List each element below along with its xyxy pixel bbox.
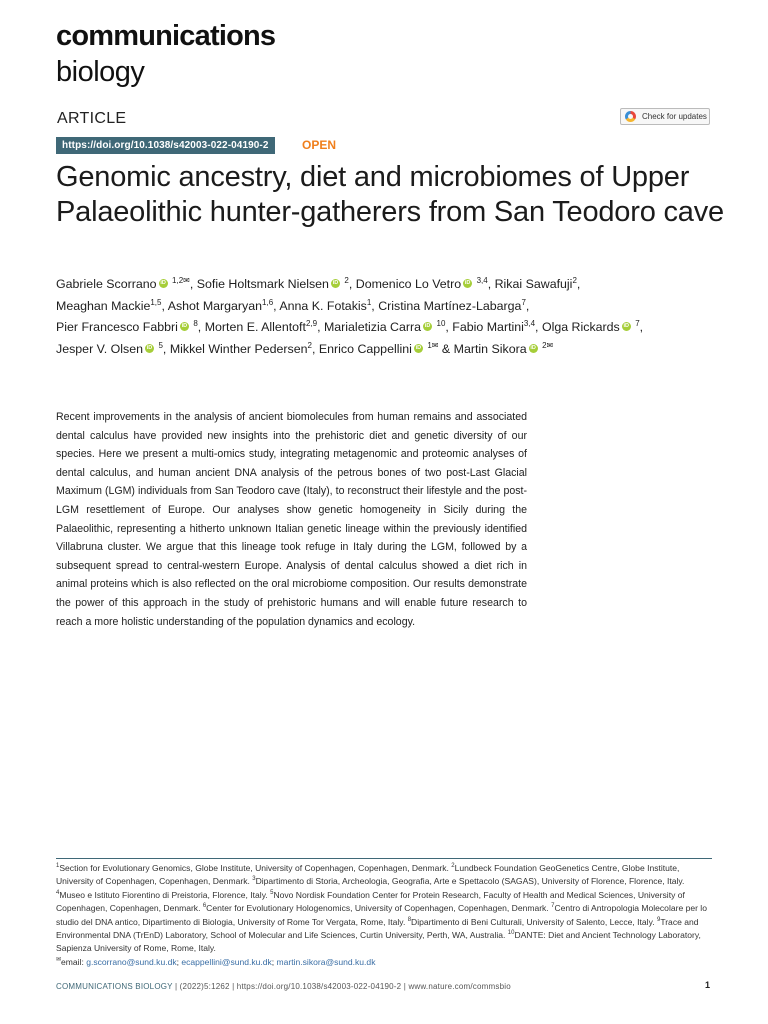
author-name: Ashot Margaryan bbox=[167, 298, 263, 313]
author bbox=[56, 299, 168, 313]
author bbox=[452, 320, 542, 334]
email-separator: ; bbox=[176, 956, 182, 967]
author-separator: , bbox=[487, 277, 495, 291]
orcid-icon[interactable]: iD bbox=[332, 280, 339, 287]
affiliation-number: 3 bbox=[252, 876, 256, 883]
author bbox=[495, 277, 581, 291]
footer-journal: COMMUNICATIONS BIOLOGY bbox=[56, 982, 173, 991]
author-separator: , bbox=[525, 298, 530, 313]
author-list bbox=[56, 274, 736, 360]
author-separator: , bbox=[162, 341, 170, 356]
author-affiliation-sup: 8 bbox=[193, 318, 198, 328]
affiliation-text: Section for Evolutionary Genomics, Globe Institute, University of Copenhagen, Copenhagen, Denmark. bbox=[59, 863, 452, 873]
author-separator: , bbox=[317, 320, 324, 334]
author-affiliation-sup: 3,4 bbox=[523, 318, 536, 328]
author-name: Enrico Cappellini bbox=[318, 341, 412, 356]
email-link[interactable]: martin.sikora@sund.ku.dk bbox=[276, 956, 376, 967]
check-for-updates-label: Check for updates bbox=[642, 112, 707, 121]
author bbox=[356, 277, 495, 291]
email-separator: ; bbox=[271, 956, 277, 967]
affiliation-text: Trace and Environmental DNA (TrEnD) Laboratory, School of Molecular and Life Sciences, Curtin University, Perth, WA, Australia. bbox=[56, 916, 699, 941]
author bbox=[454, 342, 554, 356]
author-separator: , bbox=[445, 320, 453, 334]
open-access-label: OPEN bbox=[302, 138, 337, 152]
orcid-icon[interactable]: iD bbox=[530, 344, 536, 351]
author-name: Rikai Sawafuji bbox=[494, 277, 573, 291]
doi-link[interactable]: https://doi.org/10.1038/s42003-022-04190-2 bbox=[56, 137, 275, 154]
affiliation-text: DANTE: Diet and Ancient Technology Laboratory, Sapienza University of Rome, Rome, Italy. bbox=[56, 930, 701, 954]
author-separator: , bbox=[639, 320, 644, 334]
author-separator: , bbox=[371, 298, 379, 313]
affiliation-text: Centro di Antropologia Molecolare per lo studio del DNA antico, Dipartimento di Biologia, University of Rome Tor Vergata, Rome, Italy. bbox=[56, 903, 707, 927]
author-separator: , bbox=[348, 277, 356, 291]
affiliation-number: 7 bbox=[551, 903, 555, 910]
affiliation-text: Dipartimento di Beni Culturali, University of Salento, Lecce, Italy. bbox=[411, 916, 657, 927]
affiliation-number: 9 bbox=[656, 916, 661, 923]
author-separator: , bbox=[161, 298, 168, 313]
author-name: Cristina Martínez-Labarga bbox=[378, 298, 522, 313]
author-name: Mikkel Winther Pedersen bbox=[169, 341, 308, 356]
author-separator: , bbox=[197, 320, 205, 334]
author-separator: , bbox=[273, 298, 280, 313]
author bbox=[279, 299, 378, 313]
author-affiliation-sup: 1,2✉ bbox=[172, 275, 190, 285]
author-affiliation-sup: 2,9 bbox=[305, 318, 318, 328]
author-separator: , bbox=[535, 320, 542, 334]
author-affiliation-sup: 1,5 bbox=[150, 297, 162, 307]
affiliation-number: 6 bbox=[202, 903, 207, 910]
author bbox=[542, 320, 643, 334]
email-link[interactable]: g.scorrano@sund.ku.dk bbox=[86, 956, 177, 967]
author-affiliation-sup: 2 bbox=[307, 340, 312, 350]
email-link[interactable]: ecappellini@sund.ku.dk bbox=[181, 956, 272, 967]
orcid-icon[interactable]: iD bbox=[424, 323, 431, 330]
author bbox=[324, 320, 452, 334]
author-name: Martin Sikora bbox=[453, 341, 527, 356]
author-affiliation-sup: 3,4 bbox=[476, 275, 488, 285]
affiliation-number: 1 bbox=[56, 863, 60, 870]
author-affiliation-sup: 5 bbox=[158, 340, 163, 350]
affiliation-number: 5 bbox=[270, 889, 274, 896]
author-name: Sofie Holtsmark Nielsen bbox=[196, 277, 329, 291]
affiliation-text: Museo e Istituto Fiorentino di Preistoria, Florence, Italy. bbox=[59, 889, 271, 900]
author-name: Domenico Lo Vetro bbox=[355, 277, 462, 291]
crossmark-icon bbox=[625, 111, 636, 122]
affiliation-text: Center for Evolutionary Hologenomics, University of Copenhagen, Copenhagen, Denmark. bbox=[206, 903, 552, 914]
affiliation-text: Dipartimento di Storia, Archeologia, Geografia, Arte e Spettacolo (SAGAS), University of Florence, Florence, Italy. bbox=[255, 876, 685, 887]
affiliation-text: Lundbeck Foundation GeoGenetics Centre, Globe Institute, University of Copenhagen, Copenhagen, Denmark. bbox=[56, 863, 680, 887]
orcid-icon[interactable]: iD bbox=[623, 323, 629, 330]
affiliation-number: 4 bbox=[56, 889, 60, 896]
author-affiliation-sup: 10 bbox=[436, 318, 446, 328]
author bbox=[168, 299, 280, 313]
author-name: Pier Francesco Fabbri bbox=[56, 320, 178, 334]
journal-name-line2: biology bbox=[56, 56, 145, 88]
author-affiliation-sup: 2 bbox=[344, 275, 349, 285]
author-affiliation-sup: 7 bbox=[635, 318, 640, 328]
orcid-icon[interactable]: iD bbox=[415, 344, 422, 351]
author-name: Marialetizia Carra bbox=[323, 320, 422, 334]
author-name: Meaghan Mackie bbox=[56, 298, 151, 313]
email-prefix: email: bbox=[61, 956, 87, 967]
page-number: 1 bbox=[705, 980, 711, 990]
author-affiliation-sup: 1,6 bbox=[262, 297, 274, 307]
author bbox=[205, 320, 324, 334]
email-icon: ✉ bbox=[56, 957, 62, 963]
author-name: Morten E. Allentoft bbox=[204, 320, 306, 334]
affiliations-footnote bbox=[56, 862, 714, 969]
abstract: Recent improvements in the analysis of ancient biomolecules from human remains and associated dental calculus have provided new insights into the prehistoric diet and genetic diversity of our species. Here we present a multi-omics study, integrating metagenomic and proteomic analyses of dental calculus, and human ancient DNA analysis of the petrous bones of two post-Last Glacial Maximum (LGM) individuals from San Teodoro cave (Italy), to reconstruct their lifestyle and the post-LGM resettlement of Europe. Our analyses show genetic homogeneity in Sicily during the Palaeolithic, representing a hitherto unknown Italian genetic lineage within the previously identified Villabruna cluster. We argue that this lineage took refuge in Italy during the LGM, followed by a subsequent spread to central-western Europe. Analysis of dental calculus showed a diet rich in animal proteins which is also reflected on the oral microbiome composition. Our results demonstrate the power of this approach in the study of prehistoric humans and will enable future research to reach a more holistic understanding of the population dynamics and ecology. bbox=[56, 411, 527, 628]
author-name: Fabio Martini bbox=[452, 320, 524, 334]
author-affiliation-sup: 1✉ bbox=[427, 340, 439, 350]
author-name: Gabriele Scorrano bbox=[56, 277, 157, 291]
author bbox=[56, 342, 170, 356]
footer-citation: | (2022)5:1262 | https://doi.org/10.1038/s42003-022-04190-2 | www.nature.com/commsbio bbox=[172, 982, 511, 991]
author-affiliation-sup: 1 bbox=[366, 297, 372, 307]
author-name: Jesper V. Olsen bbox=[56, 341, 144, 356]
author-separator: , bbox=[576, 277, 581, 291]
orcid-icon[interactable]: iD bbox=[181, 323, 188, 330]
author-separator: , bbox=[312, 341, 319, 356]
journal-name-line1: communications bbox=[56, 20, 276, 52]
article-title: Genomic ancestry, diet and microbiomes of Upper Palaeolithic hunter-gatherers from San Teodoro cave bbox=[56, 161, 724, 228]
orcid-icon[interactable]: iD bbox=[464, 280, 471, 287]
author bbox=[378, 299, 529, 313]
check-for-updates-button[interactable] bbox=[620, 108, 710, 125]
article-type-label: ARTICLE bbox=[57, 110, 127, 127]
author-affiliation-sup: 2 bbox=[572, 275, 577, 285]
author-affiliation-sup: 7 bbox=[521, 297, 526, 307]
author bbox=[170, 342, 319, 356]
orcid-icon[interactable]: iD bbox=[160, 280, 166, 287]
affiliation-text: Novo Nordisk Foundation Center for Protein Research, Faculty of Health and Medical Sciences, University of Copenhagen, Copenhagen, Denmark. bbox=[56, 889, 685, 914]
author-name: Olga Rickards bbox=[541, 320, 620, 334]
orcid-icon[interactable]: iD bbox=[146, 344, 153, 351]
author bbox=[197, 277, 356, 291]
affiliation-number: 10 bbox=[507, 930, 515, 937]
affiliation-number: 8 bbox=[407, 916, 412, 923]
author-separator: & bbox=[438, 341, 454, 356]
author-name: Anna K. Fotakis bbox=[279, 298, 367, 313]
author bbox=[56, 320, 205, 334]
author-separator: , bbox=[189, 277, 197, 291]
author bbox=[56, 277, 197, 291]
footnote-divider bbox=[56, 858, 712, 859]
page-footer bbox=[56, 982, 511, 991]
author bbox=[319, 342, 454, 356]
author-affiliation-sup: 2✉ bbox=[542, 340, 554, 350]
affiliation-number: 2 bbox=[451, 863, 455, 870]
